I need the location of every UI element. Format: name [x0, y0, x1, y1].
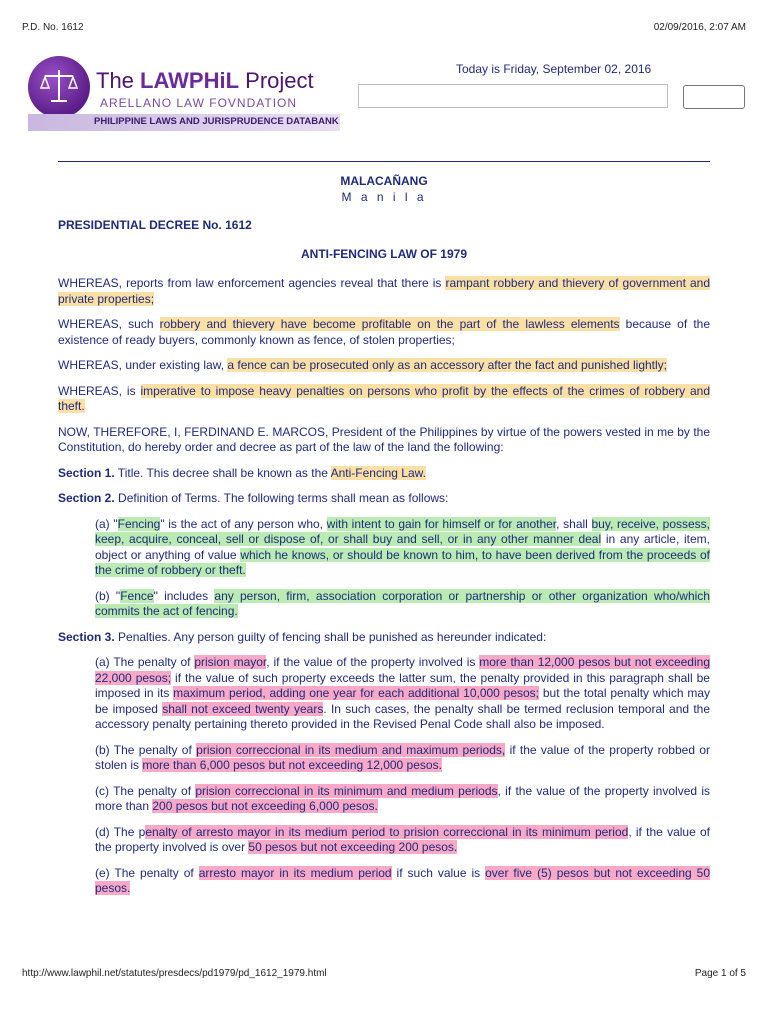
- city-heading: M a n i l a: [341, 189, 427, 204]
- section-3: Section 3. Penalties. Any person guilty of fencing shall be punished as hereunder indicated:: [58, 629, 547, 644]
- decree-document: [58, 174, 710, 907]
- print-header-timestamp: 02/09/2016, 2:07 AM: [653, 22, 746, 33]
- scales-of-justice-icon: [28, 56, 90, 118]
- section-3a: (a) The penalty of prision mayor, if the value of the property involved is more than 12,000 pesos but not exceeding 22,000 pesos; if the value of such property exceeds the latter sum, the penalty provided in this paragraph shall be imposed in its maximum period, adding one year for each additional 10,000 pesos; but the total penalty which may be imposed shall not exceed twenty years. In such cases, the penalty shall be termed reclusion temporal and the accessory penalty pertaining thereto provided in the Revised Penal Code shall also be imposed.: [95, 655, 711, 731]
- section-2a: (a) "Fencing" is the act of any person who, with intent to gain for himself or for another, shall buy, receive, possess, keep, acquire, conceal, sell or dispose of, or shall buy and sell, or in any other manner deal in any article, item, object or anything of value which he knows, or should be known to him, to have been derived from the proceeds of the crime of robbery or theft.: [95, 516, 711, 577]
- section-1: Section 1. Title. This decree shall be known as the Anti-Fencing Law.: [58, 465, 426, 480]
- now-therefore: NOW, THEREFORE, I, FERDINAND E. MARCOS, President of the Philippines by virtue of the powers vested in me by the Constitution, do hereby order and decree as part of the law of the land the following:: [58, 424, 710, 454]
- section-3e: (e) The penalty of arresto mayor in its medium period if such value is over five (5) pesos but not exceeding 50 pesos.: [95, 865, 711, 895]
- page-number: Page 1 of 5: [694, 968, 746, 979]
- lawphil-logo[interactable]: [28, 56, 340, 136]
- whereas-4: WHEREAS, is imperative to impose heavy penalties on persons who profit by the effects of the crimes of robbery and theft.: [58, 383, 710, 413]
- section-2b: (b) "Fence" includes any person, firm, association corporation or partnership or other organization who/which commits the act of fencing.: [95, 588, 710, 618]
- logo-title: The LAWPHiL Project: [96, 68, 314, 93]
- office-heading: MALACAÑANG: [340, 174, 428, 188]
- logo-subtitle: ARELLANO LAW FOVNDATION: [100, 96, 298, 110]
- print-footer: [22, 968, 746, 982]
- decree-number: PRESIDENTIAL DECREE No. 1612: [58, 218, 252, 232]
- print-header-title: P.D. No. 1612: [22, 22, 84, 33]
- section-2: Section 2. Definition of Terms. The following terms shall mean as follows:: [58, 491, 449, 505]
- whereas-2: WHEREAS, such robbery and thievery have become profitable on the part of the lawless elements because of the existence of ready buyers, commonly known as fence, of stolen properties;: [58, 317, 711, 347]
- law-title: ANTI-FENCING LAW OF 1979: [300, 246, 467, 261]
- search-button[interactable]: [683, 85, 745, 109]
- search-input[interactable]: [358, 84, 668, 108]
- logo-band: PHILIPPINE LAWS AND JURISPRUDENCE DATABANK: [28, 114, 340, 131]
- whereas-3: WHEREAS, under existing law, a fence can be prosecuted only as an accessory after the fact and punished lightly;: [58, 358, 668, 372]
- print-header: [22, 22, 746, 36]
- section-3c: (c) The penalty of prision correccional in its minimum and medium periods, if the value of the property involved is more than 200 pesos but not exceeding 6,000 pesos.: [95, 783, 711, 813]
- header-divider: [58, 161, 710, 162]
- whereas-1: WHEREAS, reports from law enforcement agencies reveal that there is rampant robbery and thievery of government and private properties;: [58, 276, 711, 306]
- section-3b: (b) The penalty of prision correccional in its medium and maximum periods, if the value of the property robbed or stolen is more than 6,000 pesos but not exceeding 12,000 pesos.: [95, 742, 710, 772]
- page-url: http://www.lawphil.net/statutes/presdecs/pd1979/pd_1612_1979.html: [22, 968, 327, 979]
- today-date: Today is Friday, September 02, 2016: [456, 62, 652, 76]
- section-3d: (d) The penalty of arresto mayor in its medium period to prision correccional in its minimum period, if the value of the property involved is over 50 pesos but not exceeding 200 pesos.: [95, 824, 711, 854]
